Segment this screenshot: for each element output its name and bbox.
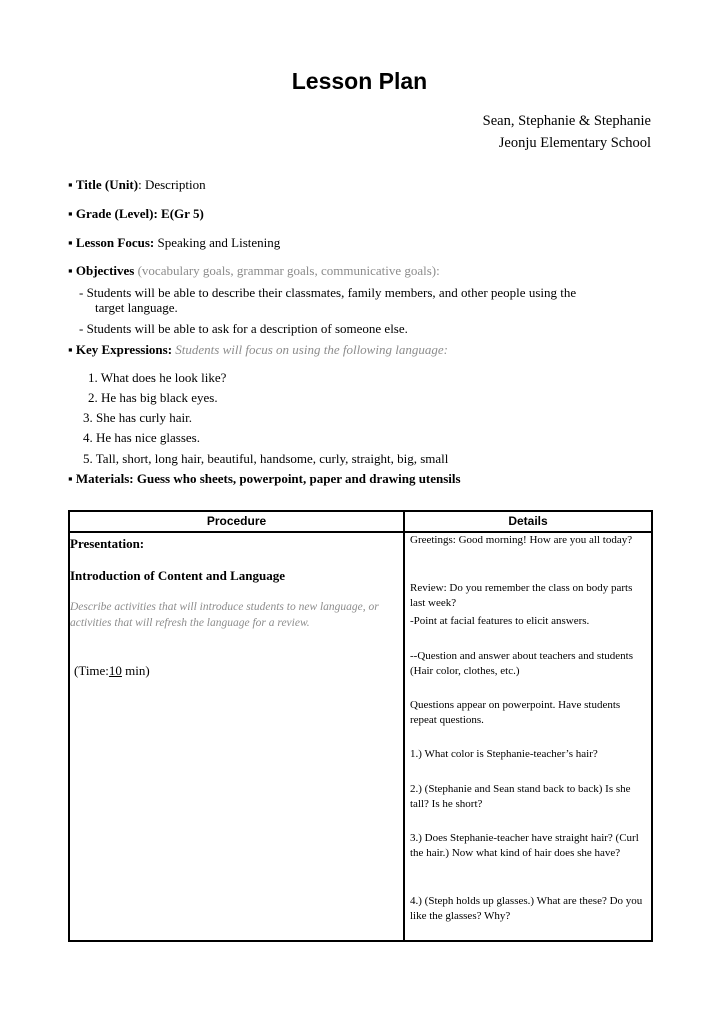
field-lesson-focus [68, 235, 280, 251]
time-value: 10 [108, 663, 122, 678]
detail-item: Review: Do you remember the class on body parts last week? [410, 582, 633, 609]
time-label: (Time:10 min) [74, 663, 150, 678]
field-hint: (vocabulary goals, grammar goals, communicative goals): [134, 263, 440, 278]
detail-item: 2.) (Stephanie and Sean stand back to back) Is she tall? Is he short? [410, 783, 631, 810]
bullet-icon: ▪ [68, 206, 73, 221]
procedure-description: Describe activities that will introduce students to new language, or activities that will refresh the language for a review. [70, 601, 379, 629]
expression-item: 5. Tall, short, long hair, beautiful, handsome, curly, straight, big, small [83, 451, 449, 466]
authors [483, 110, 651, 154]
school-name: Jeonju Elementary School [498, 135, 651, 151]
objective-item: - Students will be able to ask for a description of someone else. [79, 321, 408, 336]
bullet-icon: ▪ [68, 235, 73, 250]
field-label: Objectives [75, 263, 135, 278]
field-label: Grade (Level): E(Gr 5) [75, 206, 204, 221]
field-hint: Students will focus on using the following language: [172, 342, 448, 357]
bullet-icon: ▪ [68, 471, 73, 486]
field-grade [68, 206, 204, 222]
expression-item: 2. He has big black eyes. [88, 390, 218, 405]
expression-item: 1. What does he look like? [88, 370, 227, 385]
detail-item: Greetings: Good morning! How are you all today? [410, 534, 633, 546]
header-details: Details [508, 514, 548, 528]
field-label: Materials: Guess who sheets, powerpoint, paper and drawing utensils [75, 471, 461, 486]
objective-item-cont: target language. [95, 300, 178, 315]
field-value: : Description [138, 177, 206, 192]
detail-item: 1.) What color is Stephanie-teacher’s hair? [410, 748, 598, 760]
expression-item: 3. She has curly hair. [83, 410, 193, 425]
detail-item: 4.) (Steph holds up glasses.) What are these? Do you like the glasses? Why? [410, 895, 643, 922]
field-label: Key Expressions: [75, 342, 173, 357]
bullet-icon: ▪ [68, 177, 73, 192]
detail-item: --Question and answer about teachers and students (Hair color, clothes, etc.) [410, 650, 633, 677]
field-title-unit [68, 177, 206, 193]
procedure-table [68, 510, 653, 942]
detail-item: 3.) Does Stephanie-teacher have straight hair? (Curl the hair.) Now what kind of hair does she have? [410, 832, 639, 859]
intro-label: Introduction of Content and Language [70, 568, 286, 583]
field-materials [68, 471, 461, 487]
detail-item: -Point at facial features to elicit answers. [410, 615, 590, 627]
table-header-row [70, 512, 651, 533]
field-label: Lesson Focus: [75, 235, 155, 250]
bullet-icon: ▪ [68, 263, 73, 278]
detail-item: Questions appear on powerpoint. Have students repeat questions. [410, 699, 621, 726]
bullet-icon: ▪ [68, 342, 73, 357]
field-objectives [68, 263, 440, 279]
field-value: Speaking and Listening [154, 235, 281, 250]
presentation-label: Presentation: [70, 536, 145, 551]
column-divider [403, 512, 405, 940]
expression-item: 4. He has nice glasses. [83, 430, 200, 445]
objective-item: - Students will be able to describe their classmates, family members, and other people using the [79, 285, 577, 300]
header-procedure: Procedure [206, 514, 267, 528]
field-key-expressions [68, 342, 448, 358]
field-label: Title (Unit) [75, 177, 139, 192]
page-title: Lesson Plan [291, 68, 428, 94]
author-names: Sean, Stephanie & Stephanie [482, 113, 651, 129]
